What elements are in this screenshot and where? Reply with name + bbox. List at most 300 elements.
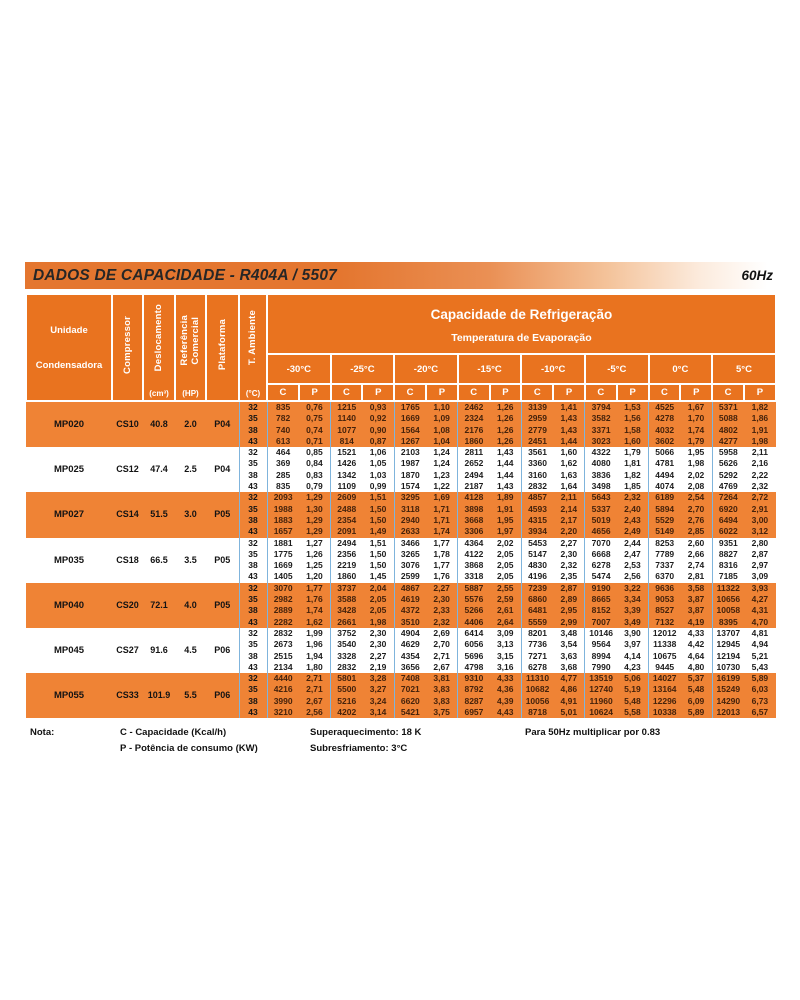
power-cell: 1,96 xyxy=(306,639,323,650)
capacity-cell: 740 xyxy=(267,425,299,436)
capacity-cell: 2609 xyxy=(331,492,363,503)
power-cell: 4,64 xyxy=(687,650,705,661)
temp-column-header: 0°C xyxy=(649,354,713,384)
compressor-value: CS27 xyxy=(116,644,139,655)
reference-value: 2.5 xyxy=(184,464,197,475)
temp-column-header: -5°C xyxy=(585,354,649,384)
capacity-cell: 5147 xyxy=(521,549,553,560)
model-name: MP025 xyxy=(53,464,85,476)
power-subheader: P xyxy=(744,384,776,401)
power-cell: 1,29 xyxy=(306,526,323,537)
power-cell: 1,98 xyxy=(369,616,387,627)
capacity-cell: 613 xyxy=(267,436,299,447)
power-cell: 1,98 xyxy=(751,435,769,446)
power-cell: 1,43 xyxy=(496,447,514,458)
capacity-cell: 3737 xyxy=(331,583,363,594)
capacity-cell: 4074 xyxy=(649,481,681,492)
ambient-temp-cell: 38 xyxy=(239,651,267,662)
power-cell: 0,85 xyxy=(306,447,323,458)
power-cell: 1,26 xyxy=(496,435,514,446)
power-cell: 4,14 xyxy=(624,650,641,661)
table-row xyxy=(26,538,776,549)
power-cell: 2,20 xyxy=(560,526,578,537)
capacity-cell: 2940 xyxy=(394,515,426,526)
capacity-cell: 8253 xyxy=(649,538,681,549)
capacity-cell: 3561 xyxy=(521,447,553,458)
compressor-value: CS14 xyxy=(116,509,139,520)
capacity-cell: 782 xyxy=(267,413,299,424)
reference-value: 2.0 xyxy=(184,418,197,429)
power-cell: 2,69 xyxy=(433,627,450,638)
temp-column-header: -30°C xyxy=(267,354,331,384)
ambient-temp-cell: 38 xyxy=(239,515,267,526)
capacity-cell: 7007 xyxy=(585,617,617,628)
capacity-cell: 2832 xyxy=(267,628,299,639)
table-row xyxy=(26,447,776,458)
capacity-cell: 3328 xyxy=(331,651,363,662)
power-cell: 2,71 xyxy=(306,684,323,695)
capacity-cell: 1405 xyxy=(267,571,299,582)
power-cell: 1,94 xyxy=(306,650,323,661)
power-cell: 1,58 xyxy=(624,424,641,435)
capacity-cell: 5576 xyxy=(458,594,490,605)
power-cell: 1,74 xyxy=(306,605,323,616)
power-cell: 0,99 xyxy=(369,481,387,492)
capacity-cell: 4440 xyxy=(267,673,299,684)
power-cell: 2,72 xyxy=(751,492,769,503)
power-cell: 1,03 xyxy=(369,469,387,480)
capacity-cell: 8792 xyxy=(458,684,490,695)
displacement-value: 91.6 xyxy=(150,644,168,655)
capacity-cell: 5643 xyxy=(585,492,617,503)
table-row xyxy=(26,628,776,639)
evaporation-title: Temperatura de Evaporação xyxy=(451,331,592,344)
capacity-cell: 3070 xyxy=(267,583,299,594)
capacity-cell: 2661 xyxy=(331,617,363,628)
capacity-subheader: C xyxy=(521,384,553,401)
ambient-temp-cell: 32 xyxy=(239,492,267,503)
model-name: MP045 xyxy=(53,644,85,656)
power-cell: 1,06 xyxy=(369,447,387,458)
capacity-cell: 2093 xyxy=(267,492,299,503)
capacity-cell: 11310 xyxy=(521,673,553,684)
capacity-cell: 2494 xyxy=(331,538,363,549)
capacity-cell: 4629 xyxy=(394,639,426,650)
power-cell: 2,40 xyxy=(624,503,641,514)
platform-value: P05 xyxy=(214,554,231,565)
capacity-cell: 3990 xyxy=(267,696,299,707)
capacity-cell: 13707 xyxy=(712,628,744,639)
power-cell: 2,04 xyxy=(369,582,387,593)
power-cell: 0,87 xyxy=(369,435,387,446)
capacity-cell: 9564 xyxy=(585,639,617,650)
capacity-cell: 5421 xyxy=(394,707,426,718)
ambient-temp-cell: 38 xyxy=(239,470,267,481)
ambient-temp-cell: 35 xyxy=(239,413,267,424)
capacity-cell: 8527 xyxy=(649,605,681,616)
col-header-compressor: Compressor xyxy=(112,294,143,401)
power-cell: 2,32 xyxy=(433,616,450,627)
capacity-cell: 3588 xyxy=(331,594,363,605)
capacity-cell: 5801 xyxy=(331,673,363,684)
power-cell: 1,50 xyxy=(369,560,387,571)
model-name: MP027 xyxy=(53,509,85,521)
capacity-cell: 3466 xyxy=(394,538,426,549)
power-cell: 1,91 xyxy=(496,503,514,514)
power-cell: 2,05 xyxy=(496,548,514,559)
capacity-cell: 13164 xyxy=(649,684,681,695)
ambient-temp-cell: 35 xyxy=(239,549,267,560)
capacity-cell: 3160 xyxy=(521,470,553,481)
capacity-cell: 14027 xyxy=(649,673,681,684)
ambient-temp-cell: 35 xyxy=(239,458,267,469)
capacity-cell: 1765 xyxy=(394,401,426,413)
power-cell: 1,74 xyxy=(687,424,705,435)
power-cell: 2,43 xyxy=(624,514,641,525)
capacity-subheader: C xyxy=(394,384,426,401)
power-cell: 2,27 xyxy=(369,650,387,661)
capacity-cell: 2462 xyxy=(458,401,490,413)
capacity-cell: 3023 xyxy=(585,436,617,447)
capacity-cell: 7337 xyxy=(649,560,681,571)
capacity-cell: 2982 xyxy=(267,594,299,605)
capacity-cell: 1860 xyxy=(331,571,363,582)
capacity-cell: 7789 xyxy=(649,549,681,560)
capacity-cell: 1215 xyxy=(331,401,363,413)
reference-value: 4.5 xyxy=(184,644,197,655)
capacity-cell: 4322 xyxy=(585,447,617,458)
power-cell: 0,93 xyxy=(369,402,387,412)
ambient-temp-cell: 35 xyxy=(239,684,267,695)
capacity-cell: 9445 xyxy=(649,662,681,673)
power-cell: 2,97 xyxy=(751,560,769,571)
capacity-cell: 2324 xyxy=(458,413,490,424)
power-cell: 2,30 xyxy=(560,548,578,559)
capacity-cell: 3510 xyxy=(394,617,426,628)
capacity-cell: 4830 xyxy=(521,560,553,571)
power-cell: 2,02 xyxy=(496,537,514,548)
power-cell: 2,80 xyxy=(751,537,769,548)
power-cell: 6,57 xyxy=(751,707,769,718)
ambient-temp-cell: 43 xyxy=(239,571,267,582)
capacity-cell: 7264 xyxy=(712,492,744,503)
power-cell: 2,27 xyxy=(433,582,450,593)
power-cell: 3,90 xyxy=(624,627,641,638)
power-cell: 2,11 xyxy=(560,492,577,503)
power-cell: 1,50 xyxy=(369,514,387,525)
power-cell: 3,83 xyxy=(433,695,450,706)
capacity-cell: 8201 xyxy=(521,628,553,639)
col-header-commercial-reference: Referência Comercial (HP) xyxy=(175,294,206,401)
power-cell: 1,77 xyxy=(433,560,450,571)
capacity-cell: 7021 xyxy=(394,684,426,695)
power-cell: 2,81 xyxy=(687,571,705,582)
power-cell: 1,62 xyxy=(560,458,578,469)
power-cell: 1,63 xyxy=(560,469,578,480)
power-cell: 5,01 xyxy=(560,707,578,718)
power-cell: 3,22 xyxy=(624,582,641,593)
capacity-cell: 3295 xyxy=(394,492,426,503)
power-cell: 3,54 xyxy=(560,639,578,650)
capacity-cell: 5149 xyxy=(649,526,681,537)
capacity-cell: 9053 xyxy=(649,594,681,605)
power-cell: 1,24 xyxy=(433,447,450,458)
ambient-temp-cell: 32 xyxy=(239,583,267,594)
capacity-cell: 6957 xyxy=(458,707,490,718)
power-cell: 2,30 xyxy=(433,594,450,605)
power-cell: 1,78 xyxy=(433,548,450,559)
power-cell: 1,77 xyxy=(433,537,450,548)
power-cell: 4,42 xyxy=(687,639,705,650)
power-cell: 1,26 xyxy=(496,413,514,424)
ambient-temp-cell: 38 xyxy=(239,605,267,616)
model-name: MP040 xyxy=(53,599,85,611)
capacity-cell: 2103 xyxy=(394,447,426,458)
power-cell: 1,95 xyxy=(687,447,705,458)
power-cell: 1,27 xyxy=(306,537,323,548)
capacity-cell: 4128 xyxy=(458,492,490,503)
displacement-value: 47.4 xyxy=(150,464,168,475)
capacity-cell: 6022 xyxy=(712,526,744,537)
power-cell: 6,03 xyxy=(751,684,769,695)
col-header-condensing-unit: Unidade Condensadora xyxy=(26,294,112,401)
subcooling-note: Subresfriamento: 3°C xyxy=(310,743,408,755)
capacity-cell: 3602 xyxy=(649,436,681,447)
platform-value: P06 xyxy=(214,644,231,655)
power-cell: 1,69 xyxy=(433,492,450,503)
power-cell: 2,67 xyxy=(306,695,323,706)
table-row xyxy=(26,401,776,413)
capacity-cell: 6668 xyxy=(585,549,617,560)
capacity-cell: 7239 xyxy=(521,583,553,594)
displacement-value: 101.9 xyxy=(147,690,171,701)
capacity-cell: 2488 xyxy=(331,504,363,515)
capacity-subheader: C xyxy=(712,384,744,401)
power-cell: 2,30 xyxy=(369,639,387,650)
capacity-cell: 6278 xyxy=(585,560,617,571)
capacity-cell: 1657 xyxy=(267,526,299,537)
power-cell: 2,02 xyxy=(687,469,705,480)
capacity-cell: 3318 xyxy=(458,571,490,582)
capacity-cell: 5453 xyxy=(521,538,553,549)
capacity-cell: 6494 xyxy=(712,515,744,526)
power-cell: 3,49 xyxy=(624,616,641,627)
capacity-cell: 4867 xyxy=(394,583,426,594)
capacity-cell: 3868 xyxy=(458,560,490,571)
power-cell: 2,11 xyxy=(751,447,768,458)
power-cell: 1,09 xyxy=(433,413,450,424)
capacity-cell: 10675 xyxy=(649,651,681,662)
capacity-cell: 4372 xyxy=(394,605,426,616)
capacity-cell: 11960 xyxy=(585,696,617,707)
capacity-cell: 2811 xyxy=(458,447,490,458)
power-cell: 2,87 xyxy=(560,582,578,593)
temp-column-header: -25°C xyxy=(331,354,395,384)
capacity-cell: 1669 xyxy=(267,560,299,571)
power-cell: 4,80 xyxy=(687,661,705,672)
power-cell: 1,10 xyxy=(433,402,450,412)
model-name: MP035 xyxy=(53,554,85,566)
power-cell: 1,86 xyxy=(751,413,769,424)
legend-capacity: C - Capacidade (Kcal/h) xyxy=(120,727,227,739)
capacity-cell: 4122 xyxy=(458,549,490,560)
power-cell: 2,22 xyxy=(751,469,769,480)
power-cell: 3,16 xyxy=(496,661,514,672)
power-cell: 2,56 xyxy=(306,707,323,718)
capacity-cell: 8395 xyxy=(712,617,744,628)
capacity-subheader: C xyxy=(267,384,299,401)
ambient-temp-cell: 43 xyxy=(239,662,267,673)
capacity-cell: 4080 xyxy=(585,458,617,469)
platform-value: P04 xyxy=(214,418,231,429)
power-cell: 2,61 xyxy=(496,605,514,616)
conditions-column xyxy=(310,725,525,757)
capacity-cell: 2187 xyxy=(458,481,490,492)
power-cell: 1,45 xyxy=(369,571,387,582)
ambient-temp-cell: 32 xyxy=(239,447,267,458)
capacity-cell: 7271 xyxy=(521,651,553,662)
power-cell: 3,09 xyxy=(751,571,769,582)
power-cell: 1,71 xyxy=(433,503,450,514)
capacity-cell: 5529 xyxy=(649,515,681,526)
power-cell: 5,48 xyxy=(624,695,641,706)
power-cell: 3,97 xyxy=(624,639,641,650)
capacity-cell: 5894 xyxy=(649,504,681,515)
capacity-cell: 8152 xyxy=(585,605,617,616)
capacity-subheader: C xyxy=(331,384,363,401)
capacity-cell: 11338 xyxy=(649,639,681,650)
datasheet xyxy=(25,262,775,757)
capacity-cell: 1987 xyxy=(394,458,426,469)
capacity-cell: 1870 xyxy=(394,470,426,481)
capacity-cell: 4354 xyxy=(394,651,426,662)
capacity-cell: 2959 xyxy=(521,413,553,424)
power-cell: 1,49 xyxy=(369,526,387,537)
capacity-cell: 2599 xyxy=(394,571,426,582)
capacity-cell: 3794 xyxy=(585,401,617,413)
capacity-cell: 3934 xyxy=(521,526,553,537)
platform-value: P06 xyxy=(214,690,231,701)
capacity-cell: 5887 xyxy=(458,583,490,594)
power-cell: 4,33 xyxy=(496,673,514,684)
title-bar xyxy=(25,262,775,289)
capacity-cell: 3668 xyxy=(458,515,490,526)
ambient-temp-cell: 32 xyxy=(239,401,267,413)
power-cell: 5,21 xyxy=(751,650,769,661)
ambient-temp-cell: 43 xyxy=(239,707,267,718)
power-cell: 2,16 xyxy=(751,458,769,469)
power-cell: 2,99 xyxy=(560,616,578,627)
capacity-subheader: C xyxy=(585,384,617,401)
power-cell: 5,89 xyxy=(751,673,769,684)
power-cell: 3,75 xyxy=(433,707,450,718)
power-cell: 2,14 xyxy=(560,503,578,514)
capacity-cell: 3498 xyxy=(585,481,617,492)
capacity-cell: 1564 xyxy=(394,425,426,436)
capacity-cell: 7736 xyxy=(521,639,553,650)
power-cell: 2,66 xyxy=(687,548,705,559)
power-cell: 2,95 xyxy=(560,605,578,616)
capacity-cell: 7990 xyxy=(585,662,617,673)
power-cell: 5,19 xyxy=(624,684,641,695)
capacity-cell: 835 xyxy=(267,401,299,413)
power-cell: 4,86 xyxy=(560,684,578,695)
power-subheader: P xyxy=(362,384,394,401)
power-cell: 2,49 xyxy=(624,526,641,537)
capacity-cell: 8665 xyxy=(585,594,617,605)
capacity-cell: 1109 xyxy=(331,481,363,492)
power-cell: 0,75 xyxy=(306,413,323,424)
power-cell: 4,91 xyxy=(560,695,578,706)
capacity-cell: 2354 xyxy=(331,515,363,526)
power-cell: 2,89 xyxy=(560,594,578,605)
power-cell: 5,06 xyxy=(624,673,641,684)
capacity-cell: 9351 xyxy=(712,538,744,549)
platform-value: P04 xyxy=(214,464,231,475)
power-cell: 3,39 xyxy=(624,605,641,616)
ambient-temp-cell: 43 xyxy=(239,617,267,628)
power-cell: 1,51 xyxy=(369,537,387,548)
ambient-temp-cell: 35 xyxy=(239,639,267,650)
capacity-cell: 3752 xyxy=(331,628,363,639)
capacity-cell: 12012 xyxy=(649,628,681,639)
capacity-cell: 10682 xyxy=(521,684,553,695)
capacity-header xyxy=(267,294,776,354)
capacity-cell: 4781 xyxy=(649,458,681,469)
displacement-value: 51.5 xyxy=(150,509,168,520)
power-cell: 2,32 xyxy=(624,492,641,503)
legend-power: P - Potência de consumo (KW) xyxy=(120,743,258,755)
capacity-cell: 4802 xyxy=(712,425,744,436)
power-cell: 3,00 xyxy=(751,514,769,525)
power-cell: 0,84 xyxy=(306,458,323,469)
superheat-note: Superaquecimento: 18 K xyxy=(310,727,422,739)
capacity-cell: 5292 xyxy=(712,470,744,481)
ambient-temp-cell: 38 xyxy=(239,560,267,571)
power-cell: 3,68 xyxy=(560,661,578,672)
capacity-cell: 4406 xyxy=(458,617,490,628)
power-cell: 1,08 xyxy=(433,424,450,435)
power-cell: 1,24 xyxy=(433,458,450,469)
power-cell: 3,34 xyxy=(624,594,641,605)
power-cell: 2,55 xyxy=(496,582,514,593)
conversion-column xyxy=(525,725,775,757)
power-cell: 2,70 xyxy=(433,639,450,650)
power-cell: 3,83 xyxy=(433,684,450,695)
capacity-cell: 5216 xyxy=(331,696,363,707)
power-cell: 2,74 xyxy=(687,560,705,571)
temp-column-header: -15°C xyxy=(458,354,522,384)
power-cell: 2,05 xyxy=(496,571,514,582)
power-cell: 1,64 xyxy=(560,481,578,492)
capacity-cell: 12194 xyxy=(712,651,744,662)
capacity-cell: 2889 xyxy=(267,605,299,616)
power-cell: 2,35 xyxy=(560,571,578,582)
power-cell: 1,30 xyxy=(306,503,323,514)
capacity-subheader: C xyxy=(458,384,490,401)
legend-column xyxy=(120,725,310,757)
temp-column-header: 5°C xyxy=(712,354,776,384)
power-cell: 6,09 xyxy=(687,695,705,706)
capacity-cell: 3360 xyxy=(521,458,553,469)
power-cell: 1,20 xyxy=(306,571,323,582)
power-cell: 0,74 xyxy=(306,424,323,435)
capacity-table xyxy=(25,293,777,718)
power-cell: 2,67 xyxy=(433,661,450,672)
power-cell: 3,13 xyxy=(496,639,514,650)
power-cell: 1,26 xyxy=(306,548,323,559)
capacity-cell: 4619 xyxy=(394,594,426,605)
